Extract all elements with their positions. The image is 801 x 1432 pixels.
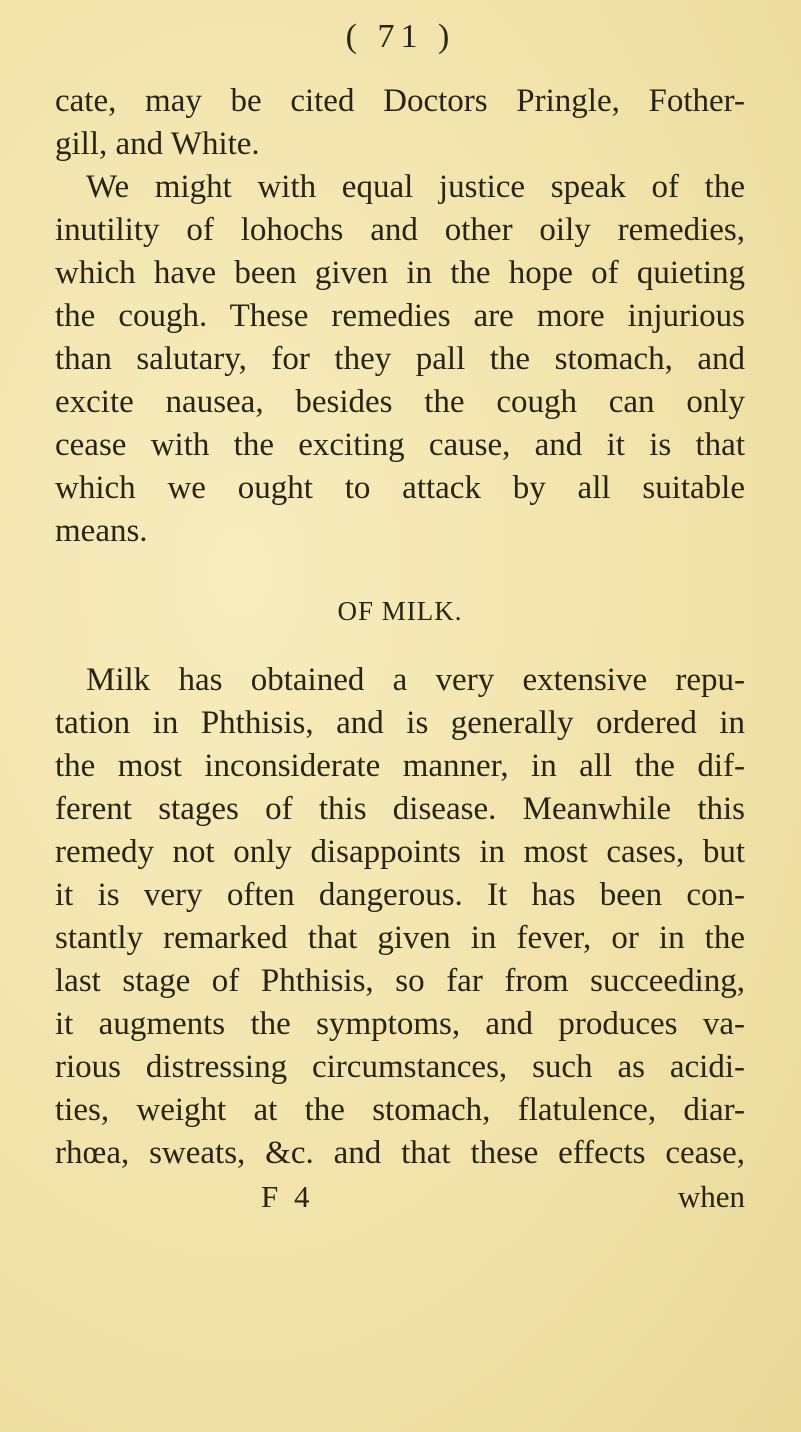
text-line: the cough. These remedies are more injurious: [55, 298, 745, 334]
text-line: it is very often dangerous. It has been con-: [55, 877, 745, 913]
text-line: last stage of Phthisis, so far from succeeding,: [55, 963, 745, 999]
text-line: means.: [55, 513, 148, 549]
section-heading: OF MILK.: [337, 596, 463, 626]
text-line: the most inconsiderate manner, in all the dif-: [55, 748, 745, 784]
text-line: rious distressing circumstances, such as acidi-: [55, 1049, 745, 1085]
text-line: than salutary, for they pall the stomach, and: [55, 341, 745, 377]
text-line: cate, may be cited Doctors Pringle, Fother-: [55, 83, 745, 119]
text-line: rhœa, sweats, &c. and that these effects cease,: [55, 1135, 745, 1171]
text-line: stantly remarked that given in fever, or in the: [55, 920, 745, 956]
signature-mark: F 4: [261, 1179, 314, 1214]
text-line: cease with the exciting cause, and it is that: [55, 427, 745, 463]
catchword: when: [677, 1179, 745, 1214]
text-line: which have been given in the hope of quieting: [55, 255, 745, 291]
page-number: ( 71 ): [345, 18, 456, 55]
page-footer: [55, 1175, 745, 1218]
text-line: We might with equal justice speak of the: [86, 169, 745, 205]
text-line: tation in Phthisis, and is generally ordered in: [55, 705, 745, 741]
text-line: it augments the symptoms, and produces va-: [55, 1006, 745, 1042]
text-line: gill, and White.: [55, 126, 260, 162]
text-line: ties, weight at the stomach, flatulence, diar-: [55, 1092, 745, 1128]
text-line: Milk has obtained a very extensive repu-: [86, 662, 745, 698]
text-line: ferent stages of this disease. Meanwhile this: [55, 791, 745, 827]
body-text: [55, 80, 745, 1218]
text-line: excite nausea, besides the cough can only: [55, 384, 745, 420]
text-line: which we ought to attack by all suitable: [55, 470, 745, 506]
text-line: inutility of lohochs and other oily remedies,: [55, 212, 745, 248]
text-line: remedy not only disappoints in most cases, but: [55, 834, 745, 870]
